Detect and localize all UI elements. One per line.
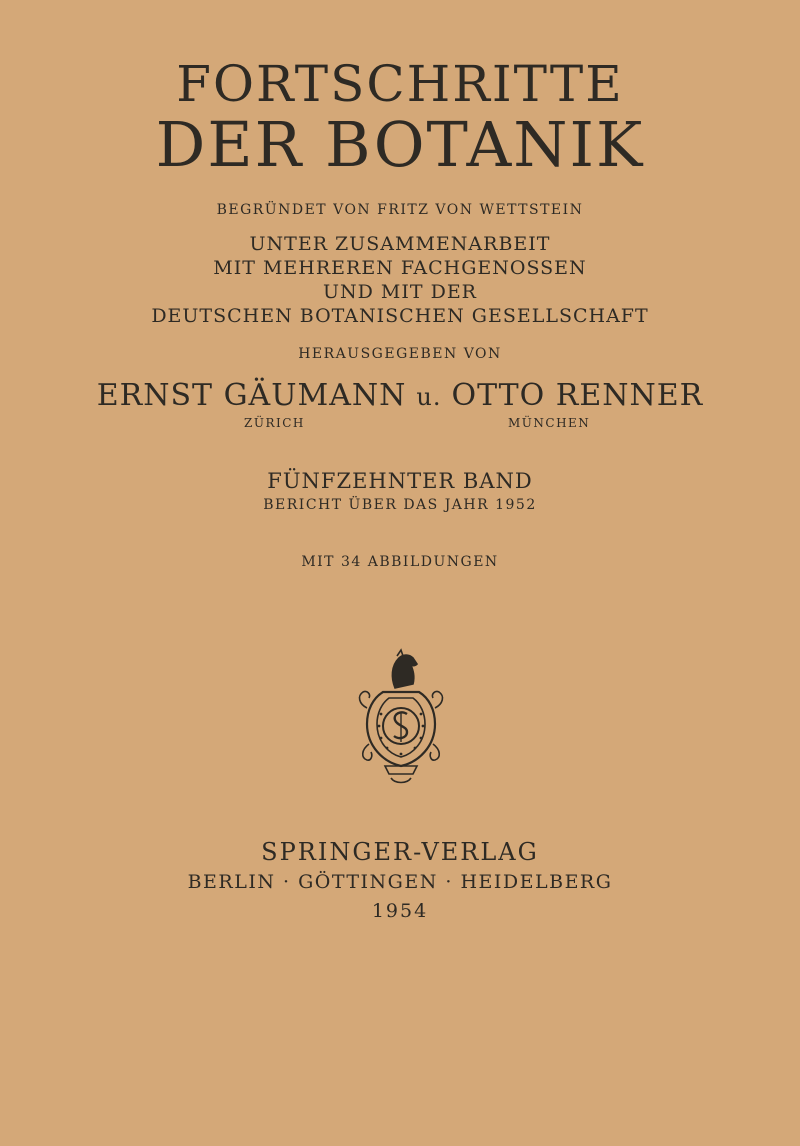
volume-number: FÜNFZEHNTER BAND <box>267 469 533 493</box>
editor-1: ERNST GÄUMANN <box>96 378 407 413</box>
collaboration-block <box>0 232 800 328</box>
publication-year: 1954 <box>371 900 429 922</box>
collaboration-line-3: UND MIT DER <box>323 281 477 303</box>
editors-line <box>0 378 800 415</box>
editor-2: OTTO RENNER <box>451 378 704 413</box>
publisher-name: SPRINGER-VERLAG <box>261 838 539 866</box>
editor-1-city: ZÜRICH <box>244 416 305 430</box>
founded-by: BEGRÜNDET VON FRITZ VON WETTSTEIN <box>216 202 584 218</box>
publisher-cities: BERLIN · GÖTTINGEN · HEIDELBERG <box>187 871 613 893</box>
editor-2-city: MÜNCHEN <box>508 416 591 430</box>
collaboration-line-1: UNTER ZUSAMMENARBEIT <box>249 233 551 255</box>
title-line-1: FORTSCHRITTE <box>176 55 624 113</box>
editor-connector: u. <box>416 383 442 411</box>
published-by-label: HERAUSGEGEBEN VON <box>298 346 502 362</box>
title-line-2: DER BOTANIK <box>155 108 645 181</box>
collaboration-line-2: MIT MEHREREN FACHGENOSSEN <box>213 257 587 279</box>
report-year: BERICHT ÜBER DAS JAHR 1952 <box>263 497 537 513</box>
springer-knight-emblem-icon <box>355 648 447 788</box>
collaboration-line-4: DEUTSCHEN BOTANISCHEN GESELLSCHAFT <box>151 305 649 327</box>
figures-count: MIT 34 ABBILDUNGEN <box>301 554 499 570</box>
